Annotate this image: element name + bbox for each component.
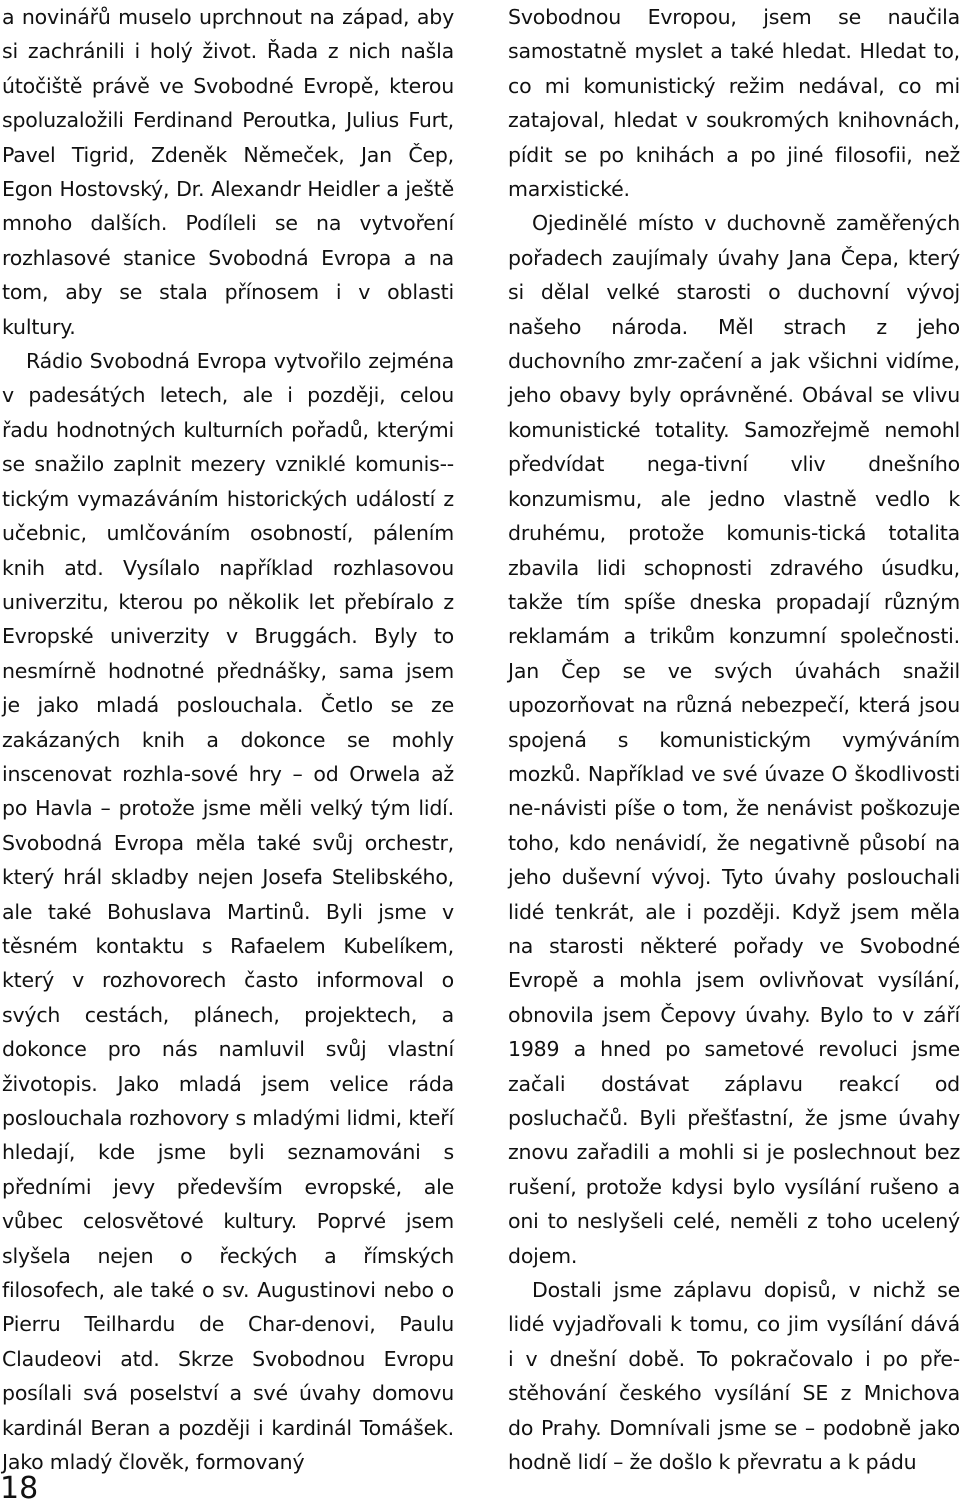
paragraph: Rádio Svobodná Evropa vytvořilo zejména v padesátých letech, ale i později, celou řadu hodnotných kulturních pořadů, kterými se snažilo zaplnit mezery vzniklé komunis--tickým vymazáváním historických událostí z učebnic, umlčováním osobností, pálením knih atd. Vysílalo například rozhlasovou univerzitu, kterou po několik let přebíralo z Evropské univerzity v Bruggách. Byly to nesmírně hodnotné přednášky, sama jsem je jako mladá poslouchala. Četlo se ze zakázaných knih a dokonce se mohly inscenovat rozhla-sové hry – od Orwela až po Havla – protože jsme měli velký tým lidí. Svobodná Evropa měla také svůj orchestr, který hrál skladby nejen Josefa Stelibského, ale také Bohuslava Martinů. Byli jsme v těsném kontaktu s Rafaelem Kubelíkem, který v rozhovorech často informoval o svých cestách, plánech, projektech, a dokonce pro nás namluvil svůj vlastní životopis. Jako mladá jsem velice ráda poslouchala rozhovory s mladými lidmi, kteří hledají, kde jsme byli seznamováni s předními jevy především evropské, ale vůbec celosvětové kultury. Poprvé jsem slyšela nejen o řeckých a římských filosofech, ale také o sv. Augustinovi nebo o Pierru Teilhardu de Char-denovi, Paulu Claudeovi atd. Skrze Svobodnou Evropu posílali svá poselství a své úvahy domovu kardinál Beran a později i kardinál Tomášek. Jako mladý člověk, formovaný <box>2 349 454 1475</box>
paragraph: Svobodnou Evropou, jsem se naučila samostatně myslet a také hledat. Hledat to, co mi komunistický režim nedával, co mi zatajoval, hledat v soukromých knihovnách, pídit se po knihách a po jiné filosofii, než marxistické. <box>508 5 960 202</box>
right-column <box>508 0 960 1479</box>
paragraph: Dostali jsme záplavu dopisů, v nichž se lidé vyjadřovali k tomu, co jim vysílání dává i v dnešní době. To pokračovalo i po pře-stěhování českého vysílání SE z Mnichova do Prahy. Domnívali jsme se – podobně jako hodně lidí – že došlo k převratu a k pádu <box>508 1278 960 1475</box>
paragraph: a novinářů muselo uprchnout na západ, aby si zachránili i holý život. Řada z nich našla útočiště právě ve Svobodné Evropě, kterou spoluzaložili Ferdinand Peroutka, Julius Furt, Pavel Tigrid, Zdeněk Němeček, Jan Čep, Egon Hostovský, Dr. Alexandr Heidler a ještě mnoho dalších. Podíleli se na vytvoření rozhlasové stanice Svobodná Evropa a na tom, aby se stala přínosem i v oblasti kultury. <box>2 5 454 339</box>
page-number: 18 <box>0 1471 39 1506</box>
paragraph: Ojedinělé místo v duchovně zaměřených pořadech zaujímaly úvahy Jana Čepa, který si dělal velké starosti o duchovní vývoj našeho národa. Měl strach z jeho duchovního zmr-začení a jak všichni vidíme, jeho obavy byly oprávněné. Obával se vlivu komunistické totality. Samozřejmě nemohl předvídat nega-tivní vliv dnešního konzumismu, ale jedno vlastně vedlo k druhému, protože komunis-tická totalita zbavila lidi schopnosti zdravého úsudku, takže tím spíše dneska propadají různým reklamám a trikům konzumní společnosti. Jan Čep se ve svých úvahách snažil upozorňovat na různá nebezpečí, která jsou spojená s komunistickým vymýváním mozků. Například ve své úvaze O škodlivosti ne-návisti píše o tom, že nenávist poškozuje toho, kdo nenávidí, že negativně působí na jeho duševní vývoj. Tyto úvahy poslouchali lidé tenkrát, ale i později. Když jsem měla na starosti některé pořady ve Svobodné Evropě a mohla jsem ovlivňovat vysílání, obnovila jsem Čepovy úvahy. Bylo to v září 1989 a hned po sametové revoluci jsme začali dostávat záplavu reakcí od posluchačů. Byli přešťastní, že jsme úvahy znovu zařadili a mohli si je poslechnout bez rušení, protože kdysi bylo vysílání rušeno a oni to neslyšeli celé, neměli z toho ucelený dojem. <box>508 211 960 1268</box>
left-column <box>2 0 454 1479</box>
